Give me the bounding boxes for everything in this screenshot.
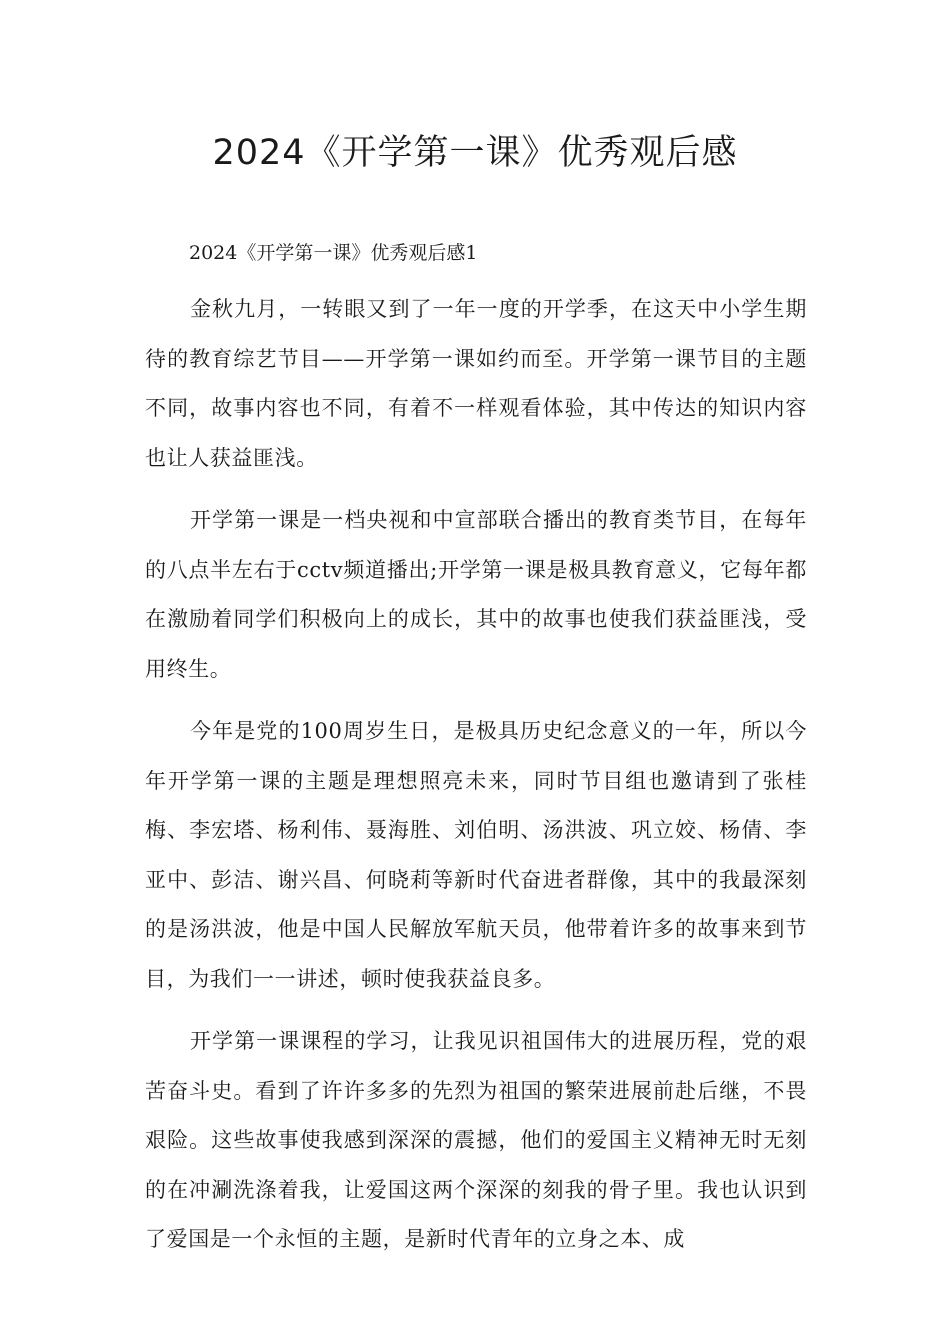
paragraph-3: 今年是党的100周岁生日，是极具历史纪念意义的一年，所以今年开学第一课的主题是理想照亮未来，同时节目组也邀请到了张桂梅、李宏塔、杨利伟、聂海胜、刘伯明、汤洪波、巩立姣、杨倩、李亚中、彭洁、谢兴昌、何晓莉等新时代奋进者群像，其中的我最深刻的是汤洪波，他是中国人民解放军航天员，他带着许多的故事来到节目，为我们一一讲述，顿时使我获益良多。 bbox=[145, 719, 807, 991]
paragraph-4: 开学第一课课程的学习，让我见识祖国伟大的进展历程，党的艰苦奋斗史。看到了许许多多的先烈为祖国的繁荣进展前赴后继，不畏艰险。这些故事使我感到深深的震撼，他们的爱国主义精神无时无刻的在冲涮洗涤着我，让爱国这两个深深的刻我的骨子里。我也认识到了爱国是一个永恒的主题，是新时代青年的立身之本、成 bbox=[145, 1029, 807, 1251]
paragraph-2: 开学第一课是一档央视和中宣部联合播出的教育类节目，在每年的八点半左右于cctv频道播出;开学第一课是极具教育意义，它每年都在激励着同学们积极向上的成长，其中的故事也使我们获益匪浅，受用终生。 bbox=[145, 508, 807, 681]
document-body bbox=[145, 234, 807, 1265]
document-title: 2024《开学第一课》优秀观后感 bbox=[212, 133, 738, 173]
paragraph-1: 金秋九月，一转眼又到了一年一度的开学季，在这天中小学生期待的教育综艺节目——开学第一课如约而至。开学第一课节目的主题不同，故事内容也不同，有着不一样观看体验，其中传达的知识内容也让人获益匪浅。 bbox=[145, 297, 807, 470]
section-heading: 2024《开学第一课》优秀观后感1 bbox=[189, 242, 478, 264]
